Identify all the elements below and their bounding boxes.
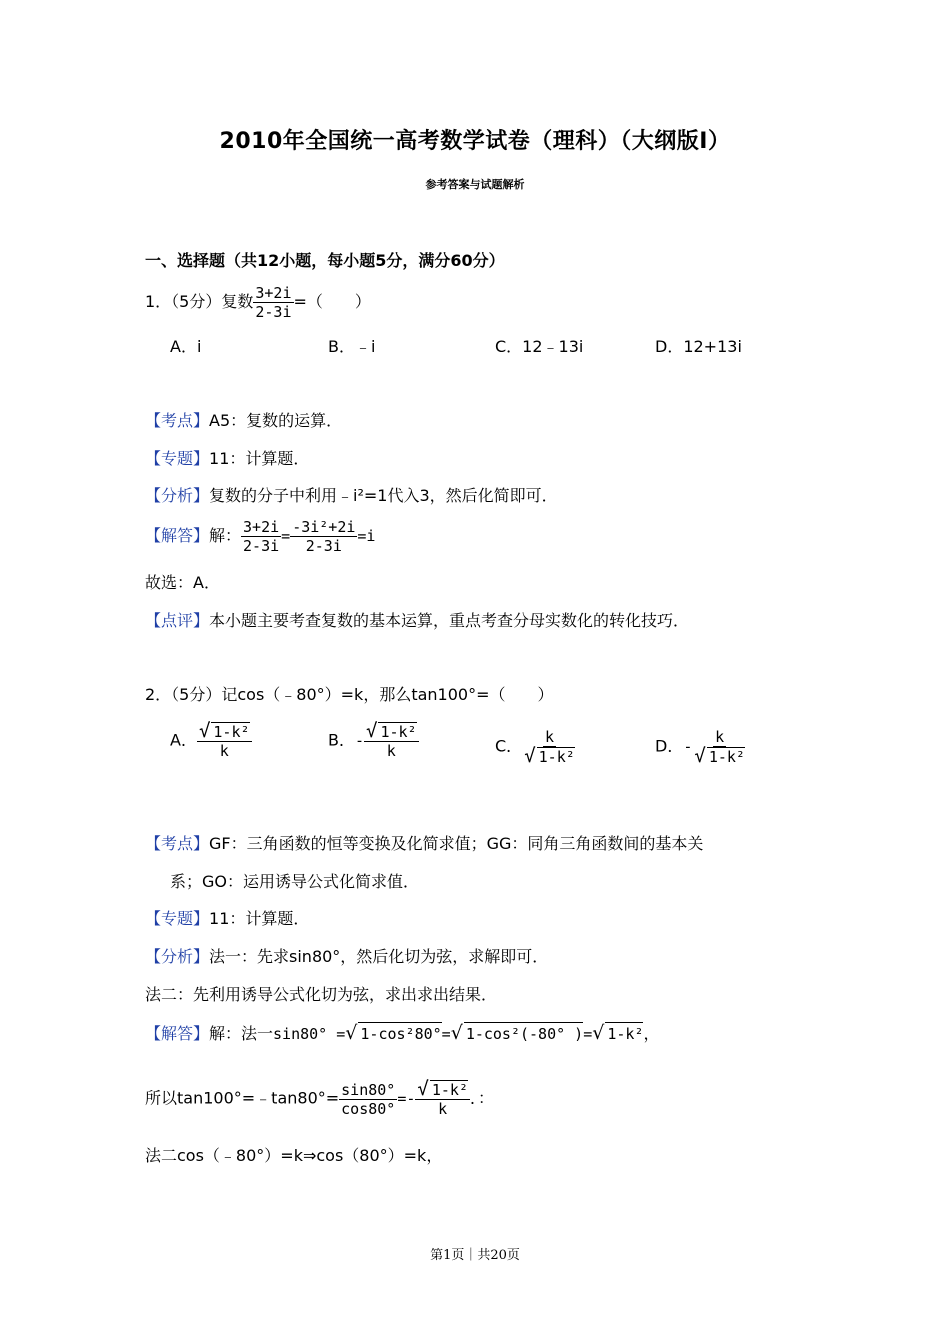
page-subtitle: 参考答案与试题解析 (425, 178, 525, 191)
q2-rad3: 1-k² (605, 1022, 643, 1045)
q2-rad2: 1-cos²(-80° ) (464, 1022, 583, 1045)
q2-zhuanti (145, 908, 309, 930)
q1-zhuanti-text: 11：计算题． (209, 449, 310, 468)
q2-opt-b-den: k (386, 742, 396, 760)
q2-option-a (170, 722, 252, 760)
q1-option-a: A．i (170, 337, 202, 356)
q1-prefix: 1．（5分）复数 (145, 292, 254, 311)
q1-option-d: D．12+13i (655, 337, 742, 356)
page-footer: 第1页｜共20页 (430, 1248, 520, 1263)
q2-kaodian-line1: GF：三角函数的恒等变换及化简求值；GG：同角三角函数间的基本关 (209, 834, 704, 853)
q2-option-d (655, 728, 747, 766)
q2-eq2: = (583, 1025, 593, 1043)
radical-icon: √ (198, 720, 211, 742)
q1-kaodian-tag: 【考点】 (145, 411, 210, 430)
radical-icon: √ (366, 720, 378, 742)
q2-cos80: cos80° (341, 1099, 396, 1118)
radical-icon: √ (417, 1078, 429, 1100)
radical-icon: √ (450, 1022, 463, 1044)
q2-opt-d-label: D． (655, 736, 684, 756)
q2-opt-a-radicand: 1-k² (213, 723, 250, 741)
q2-opt-a-den: k (219, 742, 229, 760)
q1-fraction (253, 284, 293, 321)
q1-sol-result: =i (357, 527, 376, 545)
q1-fenxi-tag: 【分析】 (145, 486, 210, 505)
q2-result-den: k (438, 1100, 448, 1118)
q1-sol-frac1 (241, 518, 281, 555)
q2-opt-d-radicand: 1-k² (708, 748, 745, 766)
q1-zhuanti (145, 448, 309, 470)
q2-stem: 2．（5分）记cos（﹣80°）=k，那么tan100°=（ ） (145, 685, 554, 704)
q1-dianping (145, 610, 689, 632)
q2-zhuanti-tag: 【专题】 (145, 909, 210, 928)
q2-result-radicand: 1-k² (431, 1081, 468, 1099)
q2-opt-a-label: A． (170, 730, 197, 750)
q1-jieda-tag: 【解答】 (145, 526, 210, 545)
q1-zhuanti-tag: 【专题】 (145, 449, 210, 468)
q1-frac-den: 2-3i (255, 303, 292, 321)
q2-fa2: 法二cos（﹣80°）=k⇒cos（80°）=k， (145, 1146, 443, 1165)
q1-kaodian-text: A5：复数的运算． (209, 411, 343, 430)
q2-opt-b-label: B． (328, 730, 355, 750)
q1-dianping-text: 本小题主要考查复数的基本运算，重点考查分母实数化的转化技巧． (209, 611, 690, 630)
radical-icon: √ (694, 745, 706, 767)
q2-fenxi-text: 法一：先求sin80°，然后化切为弦，求解即可． (209, 947, 549, 966)
q1-option-b: B．﹣i (328, 337, 376, 356)
q2-opt-b-minus: - (354, 731, 365, 750)
q1-guxuan: 故选：A． (145, 573, 220, 592)
q2-comma: ， (643, 1024, 660, 1043)
q2-kaodian-tag: 【考点】 (145, 834, 210, 853)
q1-jieda-prefix: 解： (209, 526, 242, 545)
q2-line2-end: ．： (469, 1088, 494, 1108)
radical-icon: √ (524, 745, 536, 767)
q1-option-c: C．12﹣13i (495, 337, 584, 356)
q2-jieda-tag: 【解答】 (145, 1024, 210, 1043)
radical-icon: √ (345, 1022, 358, 1044)
q2-sin80: sin80° (341, 1080, 396, 1099)
q2-jieda-prefix: 解：法一 (209, 1024, 274, 1043)
q2-opt-c-radicand: 1-k² (538, 748, 575, 766)
q1-sol-num1: 3+2i (243, 518, 280, 536)
q1-jieda (145, 518, 375, 555)
q2-fenxi (145, 946, 548, 968)
q1-sol-eq: = (281, 527, 291, 545)
q2-rad1: 1-cos²80° (358, 1022, 441, 1045)
q2-sin-expr: sin80° = (273, 1025, 346, 1043)
q2-jieda (145, 1022, 660, 1045)
q1-frac-num: 3+2i (255, 284, 292, 302)
q2-eq-minus: =- (397, 1089, 416, 1108)
q2-line2-prefix: 所以tan100°=﹣tan80°= (145, 1088, 340, 1108)
q1-kaodian (145, 410, 342, 432)
q1-fenxi-text: 复数的分子中利用﹣i²=1代入3，然后化简即可． (209, 486, 558, 505)
q2-opt-c-label: C． (495, 736, 523, 756)
q1-stem (145, 284, 371, 321)
q2-opt-d-num: k (715, 728, 725, 746)
q1-suffix: =（ ） (293, 292, 371, 311)
q2-kaodian-line2: 系；GO：运用诱导公式化简求值． (170, 872, 419, 891)
q1-sol-den1: 2-3i (243, 537, 280, 555)
q2-opt-b-frac (364, 722, 419, 760)
q2-fenxi-tag: 【分析】 (145, 947, 210, 966)
q1-sol-num2: -3i²+2i (292, 518, 356, 536)
q2-zhuanti-text: 11：计算题． (209, 909, 310, 928)
q2-result-frac (415, 1080, 470, 1118)
q2-opt-c-frac (522, 728, 577, 766)
q2-opt-d-minus: - (683, 737, 693, 756)
q1-sol-den2: 2-3i (305, 537, 342, 555)
q2-opt-d-frac (692, 728, 747, 766)
q2-tan-frac (339, 1081, 397, 1118)
q2-eq1: = (441, 1025, 451, 1043)
q2-opt-a-frac (197, 722, 252, 760)
q2-opt-b-radicand: 1-k² (380, 723, 417, 741)
section-heading: 一、选择题（共12小题，每小题5分，满分60分） (145, 251, 505, 270)
radical-icon: √ (592, 1022, 605, 1044)
q2-option-b (328, 722, 419, 760)
q2-fenxi2: 法二：先利用诱导公式化切为弦，求出求出结果． (145, 985, 498, 1004)
q2-line2 (145, 1080, 494, 1118)
page-title: 2010年全国统一高考数学试卷（理科）（大纲版Ⅰ） (219, 129, 731, 154)
q2-option-c (495, 728, 577, 766)
q1-fenxi (145, 485, 558, 507)
q2-opt-c-num: k (544, 728, 554, 746)
q1-dianping-tag: 【点评】 (145, 611, 210, 630)
q1-sol-frac2 (290, 518, 357, 555)
q2-kaodian (145, 833, 703, 855)
